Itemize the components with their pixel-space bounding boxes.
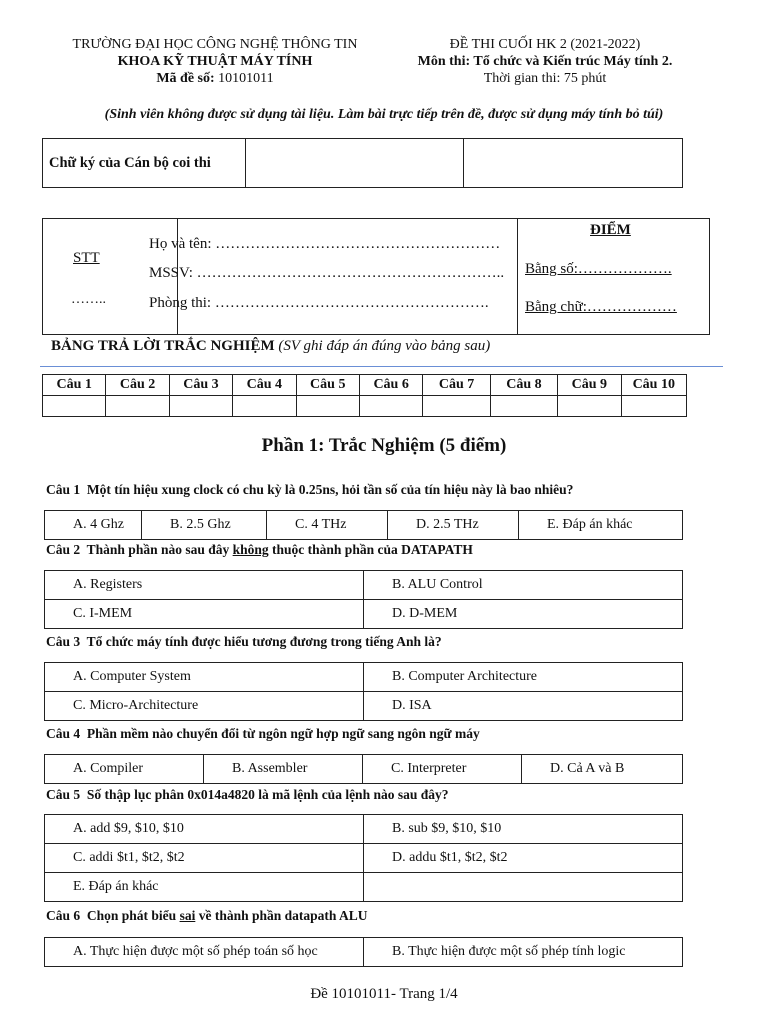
option-a[interactable]: A. Thực hiện được một số phép toán số học — [45, 938, 364, 967]
signature-box-1 — [246, 139, 464, 188]
question-text: Thành phần nào sau đây — [86, 542, 233, 557]
question-text: về thành phần datapath ALU — [195, 908, 368, 923]
option-b[interactable]: B. sub $9, $10, $10 — [364, 815, 683, 844]
answer-table-subtitle: (SV ghi đáp án đúng vào bảng sau) — [278, 338, 491, 354]
question-text: Số thập lục phân 0x014a4820 là mã lệnh của lệnh nào sau đây? — [86, 787, 449, 802]
option-c[interactable]: C. Micro-Architecture — [45, 692, 364, 721]
question-label: Câu 1 — [46, 482, 81, 497]
option-c[interactable]: C. Interpreter — [363, 755, 522, 784]
score-title: ĐIỂM — [590, 222, 631, 238]
divider-line — [40, 366, 723, 367]
question-3 — [46, 634, 442, 650]
answer-input-row — [43, 396, 687, 417]
option-b[interactable]: B. Computer Architecture — [364, 663, 683, 692]
answer-cell[interactable] — [296, 396, 359, 417]
exam-note: (Sinh viên không được sử dụng tài liệu. Làm bài trực tiếp trên đề, được sử dụng máy tính bỏ túi) — [104, 107, 664, 122]
answer-cell[interactable] — [106, 396, 169, 417]
question-text: Một tín hiệu xung clock có chu kỳ là 0.25ns, hỏi tần số của tín hiệu này là bao nhiêu? — [86, 482, 574, 497]
question-text: thuộc thành phần của DATAPATH — [268, 542, 473, 557]
option-b[interactable]: B. 2.5 Ghz — [142, 511, 267, 540]
answer-cell[interactable] — [558, 396, 621, 417]
answer-cell[interactable] — [359, 396, 422, 417]
option-d[interactable]: D. Cả A và B — [522, 755, 683, 784]
question-2 — [46, 542, 473, 558]
exam-code-label: Mã đề số: — [156, 71, 215, 86]
question-5 — [46, 787, 448, 803]
exam-code-value: 10101011 — [218, 71, 274, 86]
header-left — [40, 36, 390, 87]
question-6 — [46, 908, 368, 924]
question-label: Câu 5 — [46, 787, 81, 802]
question-2-options — [44, 570, 683, 629]
faculty-name: KHOA KỸ THUẬT MÁY TÍNH — [117, 54, 313, 69]
question-text: Chọn phát biểu — [86, 908, 180, 923]
answer-header-cell: Câu 4 — [233, 375, 296, 396]
answer-header-row — [43, 375, 687, 396]
answer-header-cell: Câu 6 — [359, 375, 422, 396]
part1-title: Phần 1: Trắc Nghiệm (5 điểm) — [261, 435, 507, 456]
answer-cell[interactable] — [423, 396, 490, 417]
exam-time: Thời gian thi: 75 phút — [483, 71, 607, 86]
option-e[interactable]: E. Đáp án khác — [519, 511, 683, 540]
question-4-options — [44, 754, 683, 784]
answer-header-cell: Câu 3 — [169, 375, 232, 396]
option-b[interactable]: B. ALU Control — [364, 571, 683, 600]
answer-header-cell: Câu 8 — [490, 375, 557, 396]
option-d[interactable]: D. D-MEM — [364, 600, 683, 629]
option-e[interactable]: E. Đáp án khác — [45, 873, 364, 902]
answer-cell[interactable] — [233, 396, 296, 417]
answer-cell[interactable] — [621, 396, 686, 417]
option-a[interactable]: A. Registers — [45, 571, 364, 600]
answer-cell[interactable] — [43, 396, 106, 417]
info-divider — [517, 219, 518, 334]
question-text: Phần mềm nào chuyển đổi từ ngôn ngữ hợp ngữ sang ngôn ngữ máy — [86, 726, 480, 741]
score-words-field[interactable]: Bằng chữ:……………… — [525, 299, 677, 315]
option-d[interactable]: D. addu $t1, $t2, $t2 — [364, 844, 683, 873]
question-text: Tổ chức máy tính được hiểu tương đương trong tiếng Anh là? — [86, 634, 442, 649]
score-number-field[interactable]: Bằng số:………………. — [525, 261, 672, 277]
page-footer: Đề 10101011- Trang 1/4 — [310, 986, 458, 1002]
option-a[interactable]: A. Computer System — [45, 663, 364, 692]
school-name: TRƯỜNG ĐẠI HỌC CÔNG NGHỆ THÔNG TIN — [72, 37, 358, 52]
student-info-box — [42, 218, 710, 335]
option-b[interactable]: B. Thực hiện được một số phép tính logic — [364, 938, 683, 967]
option-b[interactable]: B. Assembler — [204, 755, 363, 784]
option-c[interactable]: C. 4 THz — [267, 511, 388, 540]
answer-header-cell: Câu 2 — [106, 375, 169, 396]
question-label: Câu 6 — [46, 908, 81, 923]
answer-header-cell: Câu 5 — [296, 375, 359, 396]
stt-label: STT — [73, 250, 100, 266]
option-d[interactable]: D. ISA — [364, 692, 683, 721]
answer-header-cell: Câu 9 — [558, 375, 621, 396]
option-c[interactable]: C. addi $t1, $t2, $t2 — [45, 844, 364, 873]
answer-header-cell: Câu 10 — [621, 375, 686, 396]
question-6-options — [44, 937, 683, 967]
question-5-options — [44, 814, 683, 902]
option-d[interactable]: D. 2.5 THz — [388, 511, 519, 540]
question-3-options — [44, 662, 683, 721]
question-label: Câu 2 — [46, 542, 81, 557]
answer-table-title — [51, 338, 490, 355]
answer-cell[interactable] — [490, 396, 557, 417]
exam-subject: Môn thi: Tổ chức và Kiến trúc Máy tính 2. — [417, 54, 673, 69]
answer-header-cell: Câu 1 — [43, 375, 106, 396]
stt-value: …….. — [71, 292, 106, 307]
answer-table-heading: BẢNG TRẢ LỜI TRẮC NGHIỆM — [51, 338, 275, 354]
question-emphasis: sai — [179, 908, 196, 923]
signature-label: Chữ ký của Cán bộ coi thi — [43, 139, 246, 188]
name-field[interactable]: Họ và tên: ………………………………………………… — [149, 236, 501, 252]
mssv-field[interactable]: MSSV: …………………………………………………….. — [149, 265, 505, 281]
answer-header-cell: Câu 7 — [423, 375, 490, 396]
option-c[interactable]: C. I-MEM — [45, 600, 364, 629]
signature-box-2 — [464, 139, 683, 188]
option-a[interactable]: A. 4 Ghz — [45, 511, 142, 540]
exam-title: ĐỀ THI CUỐI HK 2 (2021-2022) — [449, 37, 641, 52]
question-emphasis: không — [232, 542, 269, 557]
answer-table — [42, 374, 687, 417]
question-label: Câu 4 — [46, 726, 81, 741]
question-label: Câu 3 — [46, 634, 81, 649]
option-empty — [364, 873, 683, 902]
question-1-options — [44, 510, 683, 540]
option-a[interactable]: A. Compiler — [45, 755, 204, 784]
option-a[interactable]: A. add $9, $10, $10 — [45, 815, 364, 844]
header-right — [370, 36, 720, 87]
room-field[interactable]: Phòng thi: ………………………………………………. — [149, 295, 489, 311]
question-1 — [46, 482, 573, 498]
answer-cell[interactable] — [169, 396, 232, 417]
exam-code — [40, 70, 390, 87]
signature-table — [42, 138, 683, 188]
question-4 — [46, 726, 480, 742]
